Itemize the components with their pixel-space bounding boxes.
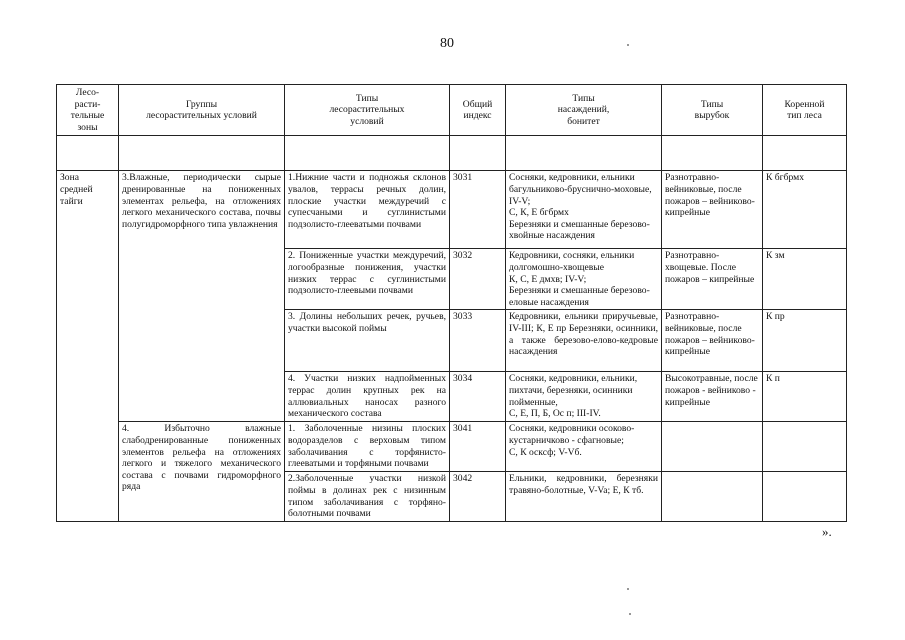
header-condition-types: Типы лесорастительных условий [285,85,450,136]
stands-cell: Сосняки, кедровники осоково-кустарничково - сфагновые; С, К осксф; V-Vб. [506,422,662,472]
conditions-cell: 4. Участки низких надпойменных террас долин крупных рек на аллювиальных наносах разного механического состава [285,372,450,422]
conditions-cell: 2.Заболоченные участки низкой поймы в долинах рек с низинным типом заболачивания с торфяно-болотными почвами [285,472,450,522]
page-number: 80 [440,36,454,51]
cuttings-cell [662,422,763,472]
index-cell: 3041 [450,422,506,472]
stands-cell: Ельники, кедровники, березняки травяно-болотные, V-Va; Е, К тб. [506,472,662,522]
scan-speck [629,613,631,615]
index-cell: 3034 [450,372,506,422]
empty-cell [119,136,285,171]
root-type-cell: К пр [763,310,847,372]
scan-speck [627,44,629,46]
empty-row [57,136,847,171]
stands-cell: Сосняки, кедровники, ельники багульниково-бруснично-моховые, IV-V; С, К, Е бгбрмх Березняки и смешанные березово-хвойные насаждения [506,171,662,249]
index-cell: 3032 [450,249,506,310]
cuttings-cell: Разнотравно-вейниковые, после пожаров – вейниково-кипрейные [662,171,763,249]
root-type-cell [763,472,847,522]
empty-cell [763,136,847,171]
root-type-cell [763,422,847,472]
index-cell: 3031 [450,171,506,249]
root-type-cell: К зм [763,249,847,310]
cuttings-cell: Высокотравные, после пожаров - вейниково - кипрейные [662,372,763,422]
stands-cell: Кедровники, сосняки, ельники долгомошно-хвощевые К, С, Е дмхв; IV-V; Березняки и смешанные березово-еловые насаждения [506,249,662,310]
table-row [57,422,847,472]
header-groups: Группы лесорастительных условий [119,85,285,136]
header-zone: Лесо- расти- тельные зоны [57,85,119,136]
conditions-cell: 1. Заболоченные низины плоских водоразделов с верховым типом заболачивания с торфянисто-глееватыми и торфяными почвами [285,422,450,472]
header-cutting-types: Типы вырубок [662,85,763,136]
conditions-cell: 1.Нижние части и подножья склонов увалов, террасы речных долин, плоские участки междуречий с супесчаными и суглинистыми подзолисто-глееватыми почвами [285,171,450,249]
cuttings-cell: Разнотравно-хвощевые. После пожаров – кипрейные [662,249,763,310]
table-row [57,171,847,249]
zone-cell: Зона средней тайги [57,171,119,522]
index-cell: 3042 [450,472,506,522]
root-type-cell: К п [763,372,847,422]
header-root-type: Коренной тип леса [763,85,847,136]
conditions-cell: 3. Долины небольших речек, ручьев, участки высокой поймы [285,310,450,372]
conditions-cell: 2. Пониженные участки междуречий, логообразные понижения, участки низких террас с суглинистыми подзолисто-глеевыми почвами [285,249,450,310]
scan-speck [627,588,629,590]
empty-cell [506,136,662,171]
cuttings-cell: Разнотравно-вейниковые, после пожаров – вейниково-кипрейные [662,310,763,372]
group-cell: 3.Влажные, периодически сырые дренированные на пониженных элементах рельефа, на отложениях легкого механического состава, почвы полугидроморфного типа увлажнения [119,171,285,422]
empty-cell [450,136,506,171]
group-cell: 4. Избыточно влажные слабодренированные пониженных элементов рельефа на отложениях легкого и тяжелого механического состава с почвами гидроморфного ряда [119,422,285,522]
empty-cell [285,136,450,171]
header-stand-types: Типы насаждений, бонитет [506,85,662,136]
stands-cell: Сосняки, кедровники, ельники, пихтачи, березняки, осинники пойменные, С, Е, П, Б, Ос п; III-IV. [506,372,662,422]
index-cell: 3033 [450,310,506,372]
empty-cell [662,136,763,171]
stands-cell: Кедровники, ельники приручьевые, IV-III; К, Е пр Березняки, осинники, а также березово-елово-кедровые насаждения [506,310,662,372]
forest-types-table [56,84,847,522]
header-index: Общий индекс [450,85,506,136]
table-header-row [57,85,847,136]
empty-cell [57,136,119,171]
cuttings-cell [662,472,763,522]
root-type-cell: К бгбрмх [763,171,847,249]
closing-quote: ». [822,524,832,539]
